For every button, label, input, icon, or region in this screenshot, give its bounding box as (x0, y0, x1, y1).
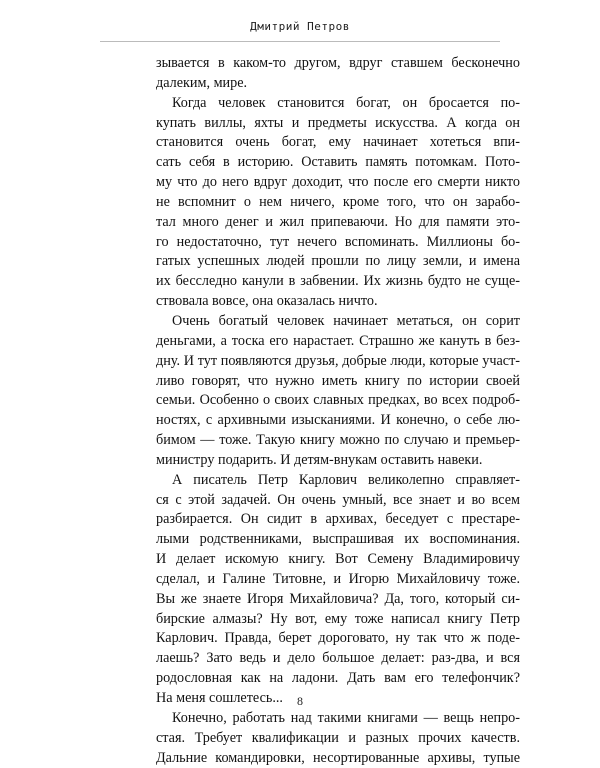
text-line: го недостаточно, тут нечего вспоминать. Миллионы бо- (156, 233, 520, 250)
text-line: И делает искомую книгу. Вот Семену Владимировичу (156, 551, 520, 568)
running-head: Дмитрий Петров (250, 20, 350, 33)
text-line: сать себя в историю. Оставить память потомкам. Пото- (156, 154, 520, 171)
text-line: тал много денег и жил припеваючи. Но для памяти это- (156, 213, 520, 230)
text-line: лаешь? Зато ведь и дело большое делает: раз-два, и вся (156, 650, 520, 667)
page-number: 8 (297, 694, 303, 708)
text-line: стая. Требует квалификации и разных прочих качеств. (156, 729, 520, 746)
text-line: Когда человек становится богат, он бросается по- (172, 94, 520, 111)
text-line: А писатель Петр Карлович великолепно справляет- (172, 471, 520, 488)
header-rule (100, 41, 500, 42)
text-line: семьи. Особенно о своих славных предках, во всех подроб- (156, 392, 520, 409)
text-line: становится очень богат, ему начинает хотеться впи- (156, 134, 520, 151)
text-line: На меня сошлетесь... (156, 690, 283, 706)
text-line: Карлович. Правда, берет дороговато, ну так что ж подe- (156, 630, 520, 647)
text-line: ствовала вовсе, она оказалась ничто. (156, 293, 378, 310)
text-line: купать виллы, яхты и предметы искусства. А когда он (156, 114, 520, 131)
text-line: Конечно, работать над такими книгами — вещь непро- (172, 709, 520, 726)
text-line: разбирается. Он сидит в архивах, беседует с престаре- (156, 511, 520, 528)
text-line: родословная как на ладони. Дать вам его телефончик? (156, 670, 520, 687)
text-line: не вспомнит о нем ничего, кроме того, что он зарабо- (156, 193, 520, 210)
text-line: министру подарить. И детям-внукам оставить навеки. (156, 451, 483, 468)
text-line: деньгами, а тоска его нарастает. Страшно же кануть в без- (156, 332, 520, 349)
text-line: их бесследно канули в забвении. Их жизнь будто не суще- (156, 273, 520, 290)
text-line: ся с этой задачей. Он очень умный, все знает и во всем (156, 491, 520, 508)
body-text (156, 54, 520, 768)
text-line: ностях, с архивными изысканиями. И конечно, о себе лю- (156, 412, 520, 429)
text-line: далеким, мире. (156, 74, 248, 91)
text-line: гатых успешных людей прошли по лицу земли, и имена (156, 253, 520, 270)
text-line: бирские алмазы? Ну вот, ему тоже написал книгу Петр (156, 610, 520, 627)
text-line: Очень богатый человек начинает метаться, он сорит (172, 312, 520, 329)
text-line: дну. И тут появляются друзья, добрые люди, которые участ- (156, 352, 520, 369)
text-line: Вы же знаете Игоря Михайловича? Да, того, который си- (156, 590, 520, 607)
text-line: сделал, и Галине Титовне, и Игорю Михайловичу тоже. (156, 570, 520, 587)
text-line: бимом — тоже. Такую книгу можно по случаю и премьер- (156, 432, 520, 449)
text-line: Дальние командировки, несортированные архивы, тупые (156, 749, 520, 766)
text-line: лыми родственниками, выспрашивая их воспоминания. (156, 531, 520, 548)
text-line: му что до него вдруг доходит, что после его смерти никто (156, 174, 520, 191)
text-line: ливо говорят, что нужно иметь книгу по истории своей (156, 372, 520, 389)
text-line: зывается в каком-то другом, вдруг ставшем бесконечно (156, 55, 520, 71)
